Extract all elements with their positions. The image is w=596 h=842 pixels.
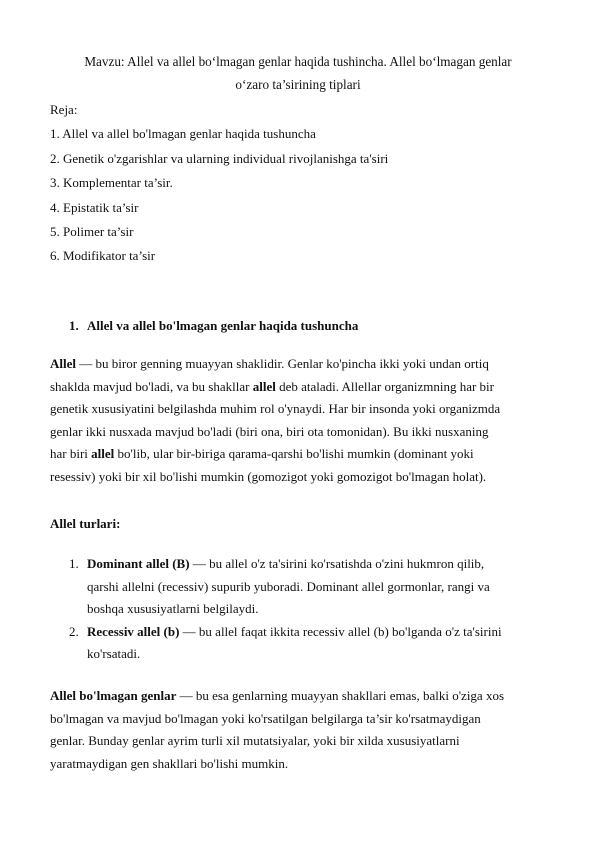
section-number: 1. [69,318,79,333]
section-heading-text: Allel va allel bo'lmagan genlar haqida tushuncha [87,318,359,333]
allel-types-heading: Allel turlari: [50,516,121,531]
document-title [50,50,546,96]
text-span: shaklda mavjud bo'ladi, va bu shakllar [50,378,253,394]
text-span: deb ataladi. Allellar organizmning har bir [275,378,494,394]
list-line [87,553,549,576]
term-allel: allel [91,446,115,462]
section-heading [69,317,358,335]
plan-item: 1. Allel va allel bo'lmagan genlar haqida tushuncha [50,126,316,142]
paragraph-line: genlar ikki nusxada mavjud bo'ladi (biri ona, biri ota tomonidan). Bu ikki nusxaning [50,423,489,439]
paragraph-line: yaratmaydigan gen shakllari bo'lishi mumkin. [50,755,289,771]
list-item [69,621,549,666]
plan-item: 2. Genetik o'zgarishlar va ularning individual rivojlanishga ta'siri [50,150,389,166]
plan-item: 4. Epistatik ta’sir [50,199,139,215]
list-item [69,553,549,621]
list-line [87,621,549,644]
paragraph-line: genetik xususiyatini belgilashda muhim rol o'ynaydi. Har bir insonda yoki organizmda [50,401,501,417]
text-span: — bu biror genning muayyan shaklidir. Genlar ko'pincha ikki yoki undan ortiq [76,356,489,371]
list-number: 2. [69,623,79,639]
term-non-allel: Allel bo'lmagan genlar [50,688,177,703]
paragraph-line [50,376,550,399]
paragraph-line [50,353,550,376]
text-span: — bu allel faqat ikkita recessiv allel (b) bo'lganda o'z ta'sirini [179,623,502,639]
text-span: — bu allel o'z ta'sirini ko'rsatishda o'zini hukmron qilib, [189,556,485,571]
title-line-1: Mavzu: Allel va allel bo‘lmagan genlar haqida tushincha. Allel bo‘lmagan genlar [84,54,512,69]
list-line: ko'rsatadi. [87,646,141,662]
list-line: boshqa xususiyatlarni belgilaydi. [87,601,259,617]
allel-types-list [69,553,549,666]
plan-section [50,98,388,269]
paragraph-line [50,443,550,466]
term-allel: allel [252,378,276,394]
allel-paragraph [50,353,550,489]
non-allel-paragraph [50,685,550,775]
plan-item: 5. Polimer ta’sir [50,224,134,240]
paragraph-line: resessiv) yoki bir xil bo'lishi mumkin (gomozigot yoki gomozigot bo'lmagan holat). [50,468,487,484]
list-line: qarshi allelni (recessiv) supurib yuboradi. Dominant allel gormonlar, rangi va [87,578,490,594]
term-recessiv: Recessiv allel (b) [87,623,180,639]
plan-item: 3. Komplementar ta’sir. [50,175,173,191]
list-number: 1. [69,556,79,571]
paragraph-line [50,685,550,708]
text-span: har biri [50,446,92,462]
text-span: bo'lib, ular bir-biriga qarama-qarshi bo'lishi mumkin (dominant yoki [114,446,474,462]
plan-label: Reja: [50,102,78,117]
term-dominant: Dominant allel (B) [87,556,190,571]
text-span: — bu esa genlarning muayyan shakllari emas, balki o'ziga xos [176,688,505,703]
paragraph-line: genlar. Bunday genlar ayrim turli xil mutatsiyalar, yoki bir xilda xususiyatlarni [50,733,460,749]
term-allel: Allel [50,356,76,371]
title-line-2: o‘zaro ta’sirining tiplari [235,77,361,92]
paragraph-line: bo'lmagan va mavjud bo'lmagan yoki ko'rsatilgan belgilarga ta’sir ko'rsatmaydigan [50,710,481,726]
plan-item: 6. Modifikator ta’sir [50,248,156,264]
